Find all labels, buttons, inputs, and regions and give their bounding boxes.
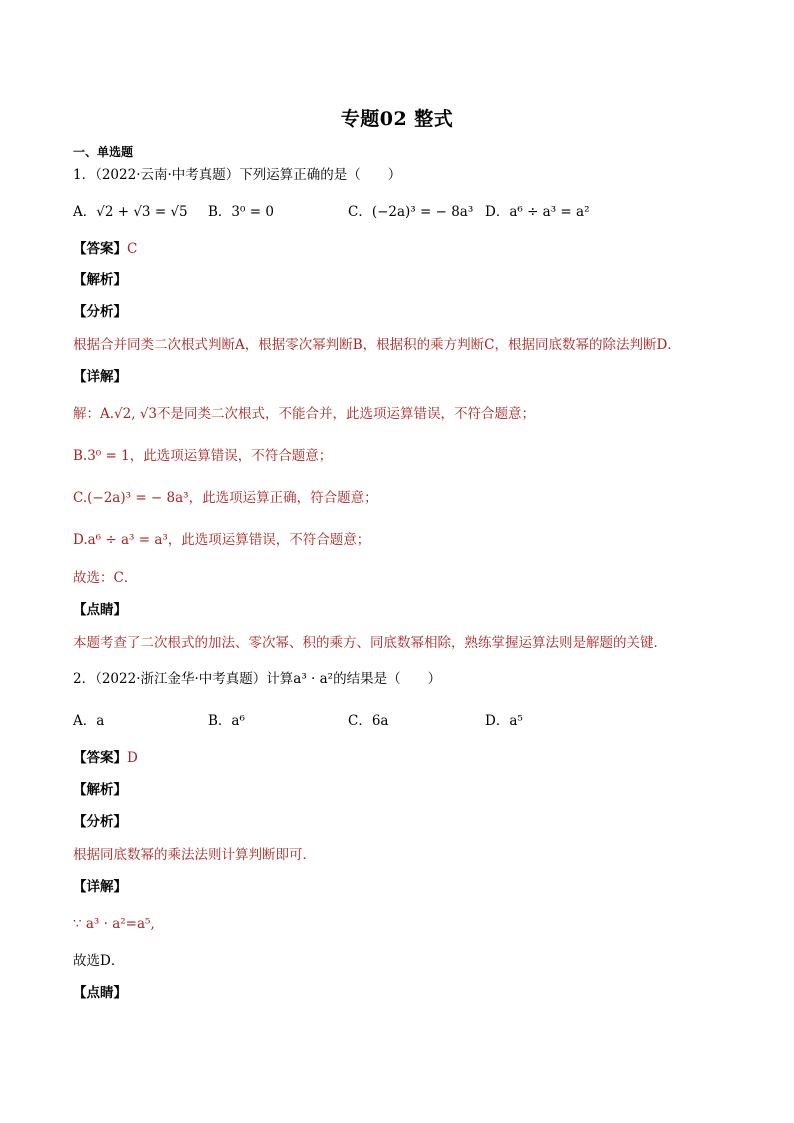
q2-answer [73, 749, 138, 767]
answer-tag: 【答案】 [73, 750, 127, 766]
answer-tag: 【答案】 [73, 241, 127, 257]
q2-option-d: D．a⁵ [485, 713, 523, 729]
q1-answer [73, 240, 137, 258]
q1-detail-a: 解：A.√2, √3不是同类二次根式，不能合并，此选项运算错误，不符合题意； [73, 406, 536, 422]
q1-option-d: D．a⁶ ÷ a³ = a² [485, 204, 590, 220]
q2-choose: 故选D． [73, 953, 125, 969]
detail-tag: 【详解】 [73, 369, 127, 385]
q2-option-b: B．a⁶ [208, 713, 245, 729]
fenxi-tag: 【分析】 [73, 304, 127, 320]
q1-detail-b: B.3⁰ = 1，此选项运算错误，不符合题意； [73, 448, 333, 464]
q1-fenxi-text: 根据合并同类二次根式判断A，根据零次幂判断B，根据积的乘方判断C，根据同底数幂的除法判断D． [73, 337, 681, 353]
analysis-tag: 【解析】 [73, 782, 127, 798]
fenxi-tag: 【分析】 [73, 814, 127, 830]
q1-comment-text: 本题考查了二次根式的加法、零次幂、积的乘方、同底数幂相除，熟练掌握运算法则是解题的关键． [73, 635, 667, 651]
comment-tag: 【点睛】 [73, 602, 127, 618]
answer-value: C [127, 241, 138, 257]
analysis-tag: 【解析】 [73, 272, 127, 288]
comment-tag: 【点睛】 [73, 985, 127, 1001]
q1-detail-d: D.a⁶ ÷ a³ = a³，此选项运算错误，不符合题意； [73, 532, 371, 548]
answer-value: D [127, 750, 138, 766]
section-heading: 一、单选题 [73, 145, 134, 159]
q1-option-c: C．(−2a)³ = − 8a³ [348, 204, 474, 220]
q1-option-b: B．3⁰ = 0 [208, 204, 274, 220]
q2-detail: ∵ a³ · a²=a⁵, [73, 916, 155, 932]
q2-option-c: C．6a [348, 713, 389, 729]
q2-option-a: A．a [73, 713, 105, 729]
q1-choose: 故选：C． [73, 570, 138, 586]
q2-stem: 2．（2022·浙江金华·中考真题）计算a³ · a²的结果是（ ） [73, 671, 442, 687]
q1-detail-c: C.(−2a)³ = − 8a³，此选项运算正确，符合题意； [73, 490, 378, 506]
q1-stem: 1．（2022·云南·中考真题）下列运算正确的是（ ） [73, 167, 402, 183]
detail-tag: 【详解】 [73, 879, 127, 895]
q1-option-a: A．√2 + √3 = √5 [73, 204, 188, 220]
q2-fenxi-text: 根据同底数幂的乘法法则计算判断即可． [73, 847, 316, 863]
page-title: 专题02 整式 [340, 108, 454, 130]
